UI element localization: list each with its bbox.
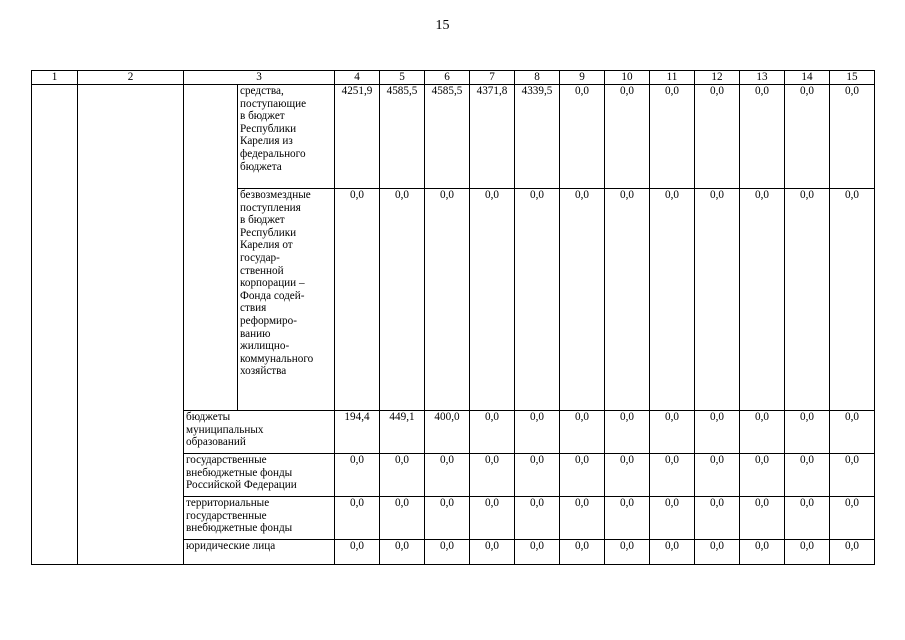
value-cell: 0,0 (785, 189, 830, 411)
column-header: 1 (32, 71, 78, 85)
value-cell: 194,4 (335, 411, 380, 454)
column-header: 6 (425, 71, 470, 85)
value-cell: 0,0 (425, 454, 470, 497)
column-header: 2 (78, 71, 184, 85)
value-cell: 400,0 (425, 411, 470, 454)
column-header: 15 (830, 71, 875, 85)
row-label: территориальные государственные внебюджетные фонды (184, 497, 335, 540)
value-cell: 0,0 (740, 411, 785, 454)
value-cell: 0,0 (605, 497, 650, 540)
value-cell: 0,0 (560, 540, 605, 565)
value-cell: 0,0 (560, 189, 605, 411)
value-cell: 0,0 (695, 411, 740, 454)
value-cell: 0,0 (830, 411, 875, 454)
value-cell: 0,0 (740, 189, 785, 411)
value-cell: 0,0 (380, 189, 425, 411)
column-header: 9 (560, 71, 605, 85)
value-cell: 0,0 (695, 189, 740, 411)
value-cell: 0,0 (560, 411, 605, 454)
value-cell: 0,0 (650, 85, 695, 189)
row-label: бюджеты муниципальных образований (184, 411, 335, 454)
column-1-cell (32, 85, 78, 565)
column-header: 7 (470, 71, 515, 85)
column-header: 10 (605, 71, 650, 85)
value-cell: 0,0 (470, 411, 515, 454)
column-header: 13 (740, 71, 785, 85)
value-cell: 0,0 (515, 454, 560, 497)
row-label: юридические лица (184, 540, 335, 565)
value-cell: 4371,8 (470, 85, 515, 189)
value-cell: 4339,5 (515, 85, 560, 189)
value-cell: 0,0 (740, 540, 785, 565)
page-number: 15 (435, 18, 450, 33)
value-cell: 0,0 (425, 497, 470, 540)
value-cell: 0,0 (380, 540, 425, 565)
value-cell: 0,0 (695, 497, 740, 540)
value-cell: 0,0 (335, 189, 380, 411)
column-2-cell (78, 85, 184, 565)
value-cell: 0,0 (515, 540, 560, 565)
value-cell: 0,0 (605, 189, 650, 411)
value-cell: 0,0 (695, 454, 740, 497)
value-cell: 0,0 (830, 85, 875, 189)
value-cell: 0,0 (695, 85, 740, 189)
column-header: 5 (380, 71, 425, 85)
column-header: 14 (785, 71, 830, 85)
value-cell: 0,0 (470, 189, 515, 411)
row-label: государственные внебюджетные фонды Российской Федерации (184, 454, 335, 497)
value-cell: 4585,5 (425, 85, 470, 189)
row-label: безвозмездные поступления в бюджет Республики Карелия от государ- ственной корпорации – Фонда содей- ствия реформиро- ванию жилищно- коммунального хозяйства (238, 189, 335, 411)
value-cell: 4251,9 (335, 85, 380, 189)
table-row (32, 85, 875, 189)
header-row (32, 71, 875, 85)
value-cell: 0,0 (695, 540, 740, 565)
value-cell: 0,0 (785, 497, 830, 540)
value-cell: 0,0 (425, 189, 470, 411)
value-cell: 0,0 (650, 540, 695, 565)
value-cell: 0,0 (650, 189, 695, 411)
value-cell: 0,0 (380, 454, 425, 497)
value-cell: 0,0 (380, 497, 425, 540)
value-cell: 4585,5 (380, 85, 425, 189)
value-cell: 0,0 (650, 454, 695, 497)
value-cell: 0,0 (560, 497, 605, 540)
indent-cell (184, 85, 238, 411)
value-cell: 0,0 (785, 411, 830, 454)
value-cell: 0,0 (830, 189, 875, 411)
value-cell: 0,0 (335, 454, 380, 497)
row-label: средства, поступающие в бюджет Республики Карелия из федерального бюджета (238, 85, 335, 189)
value-cell: 0,0 (515, 497, 560, 540)
value-cell: 0,0 (785, 540, 830, 565)
column-header: 12 (695, 71, 740, 85)
value-cell: 0,0 (650, 411, 695, 454)
value-cell: 0,0 (560, 454, 605, 497)
column-header: 3 (184, 71, 335, 85)
value-cell: 0,0 (650, 497, 695, 540)
value-cell: 0,0 (830, 497, 875, 540)
value-cell: 0,0 (785, 454, 830, 497)
value-cell: 0,0 (515, 411, 560, 454)
value-cell: 0,0 (830, 454, 875, 497)
value-cell: 0,0 (740, 85, 785, 189)
value-cell: 0,0 (470, 497, 515, 540)
value-cell: 0,0 (740, 454, 785, 497)
value-cell: 0,0 (335, 497, 380, 540)
value-cell: 0,0 (605, 85, 650, 189)
budget-table (31, 70, 875, 565)
value-cell: 0,0 (470, 454, 515, 497)
value-cell: 0,0 (605, 540, 650, 565)
value-cell: 0,0 (740, 497, 785, 540)
value-cell: 0,0 (830, 540, 875, 565)
value-cell: 0,0 (560, 85, 605, 189)
column-header: 8 (515, 71, 560, 85)
value-cell: 449,1 (380, 411, 425, 454)
value-cell: 0,0 (605, 454, 650, 497)
value-cell: 0,0 (470, 540, 515, 565)
value-cell: 0,0 (515, 189, 560, 411)
column-header: 4 (335, 71, 380, 85)
value-cell: 0,0 (605, 411, 650, 454)
value-cell: 0,0 (335, 540, 380, 565)
column-header: 11 (650, 71, 695, 85)
value-cell: 0,0 (785, 85, 830, 189)
value-cell: 0,0 (425, 540, 470, 565)
